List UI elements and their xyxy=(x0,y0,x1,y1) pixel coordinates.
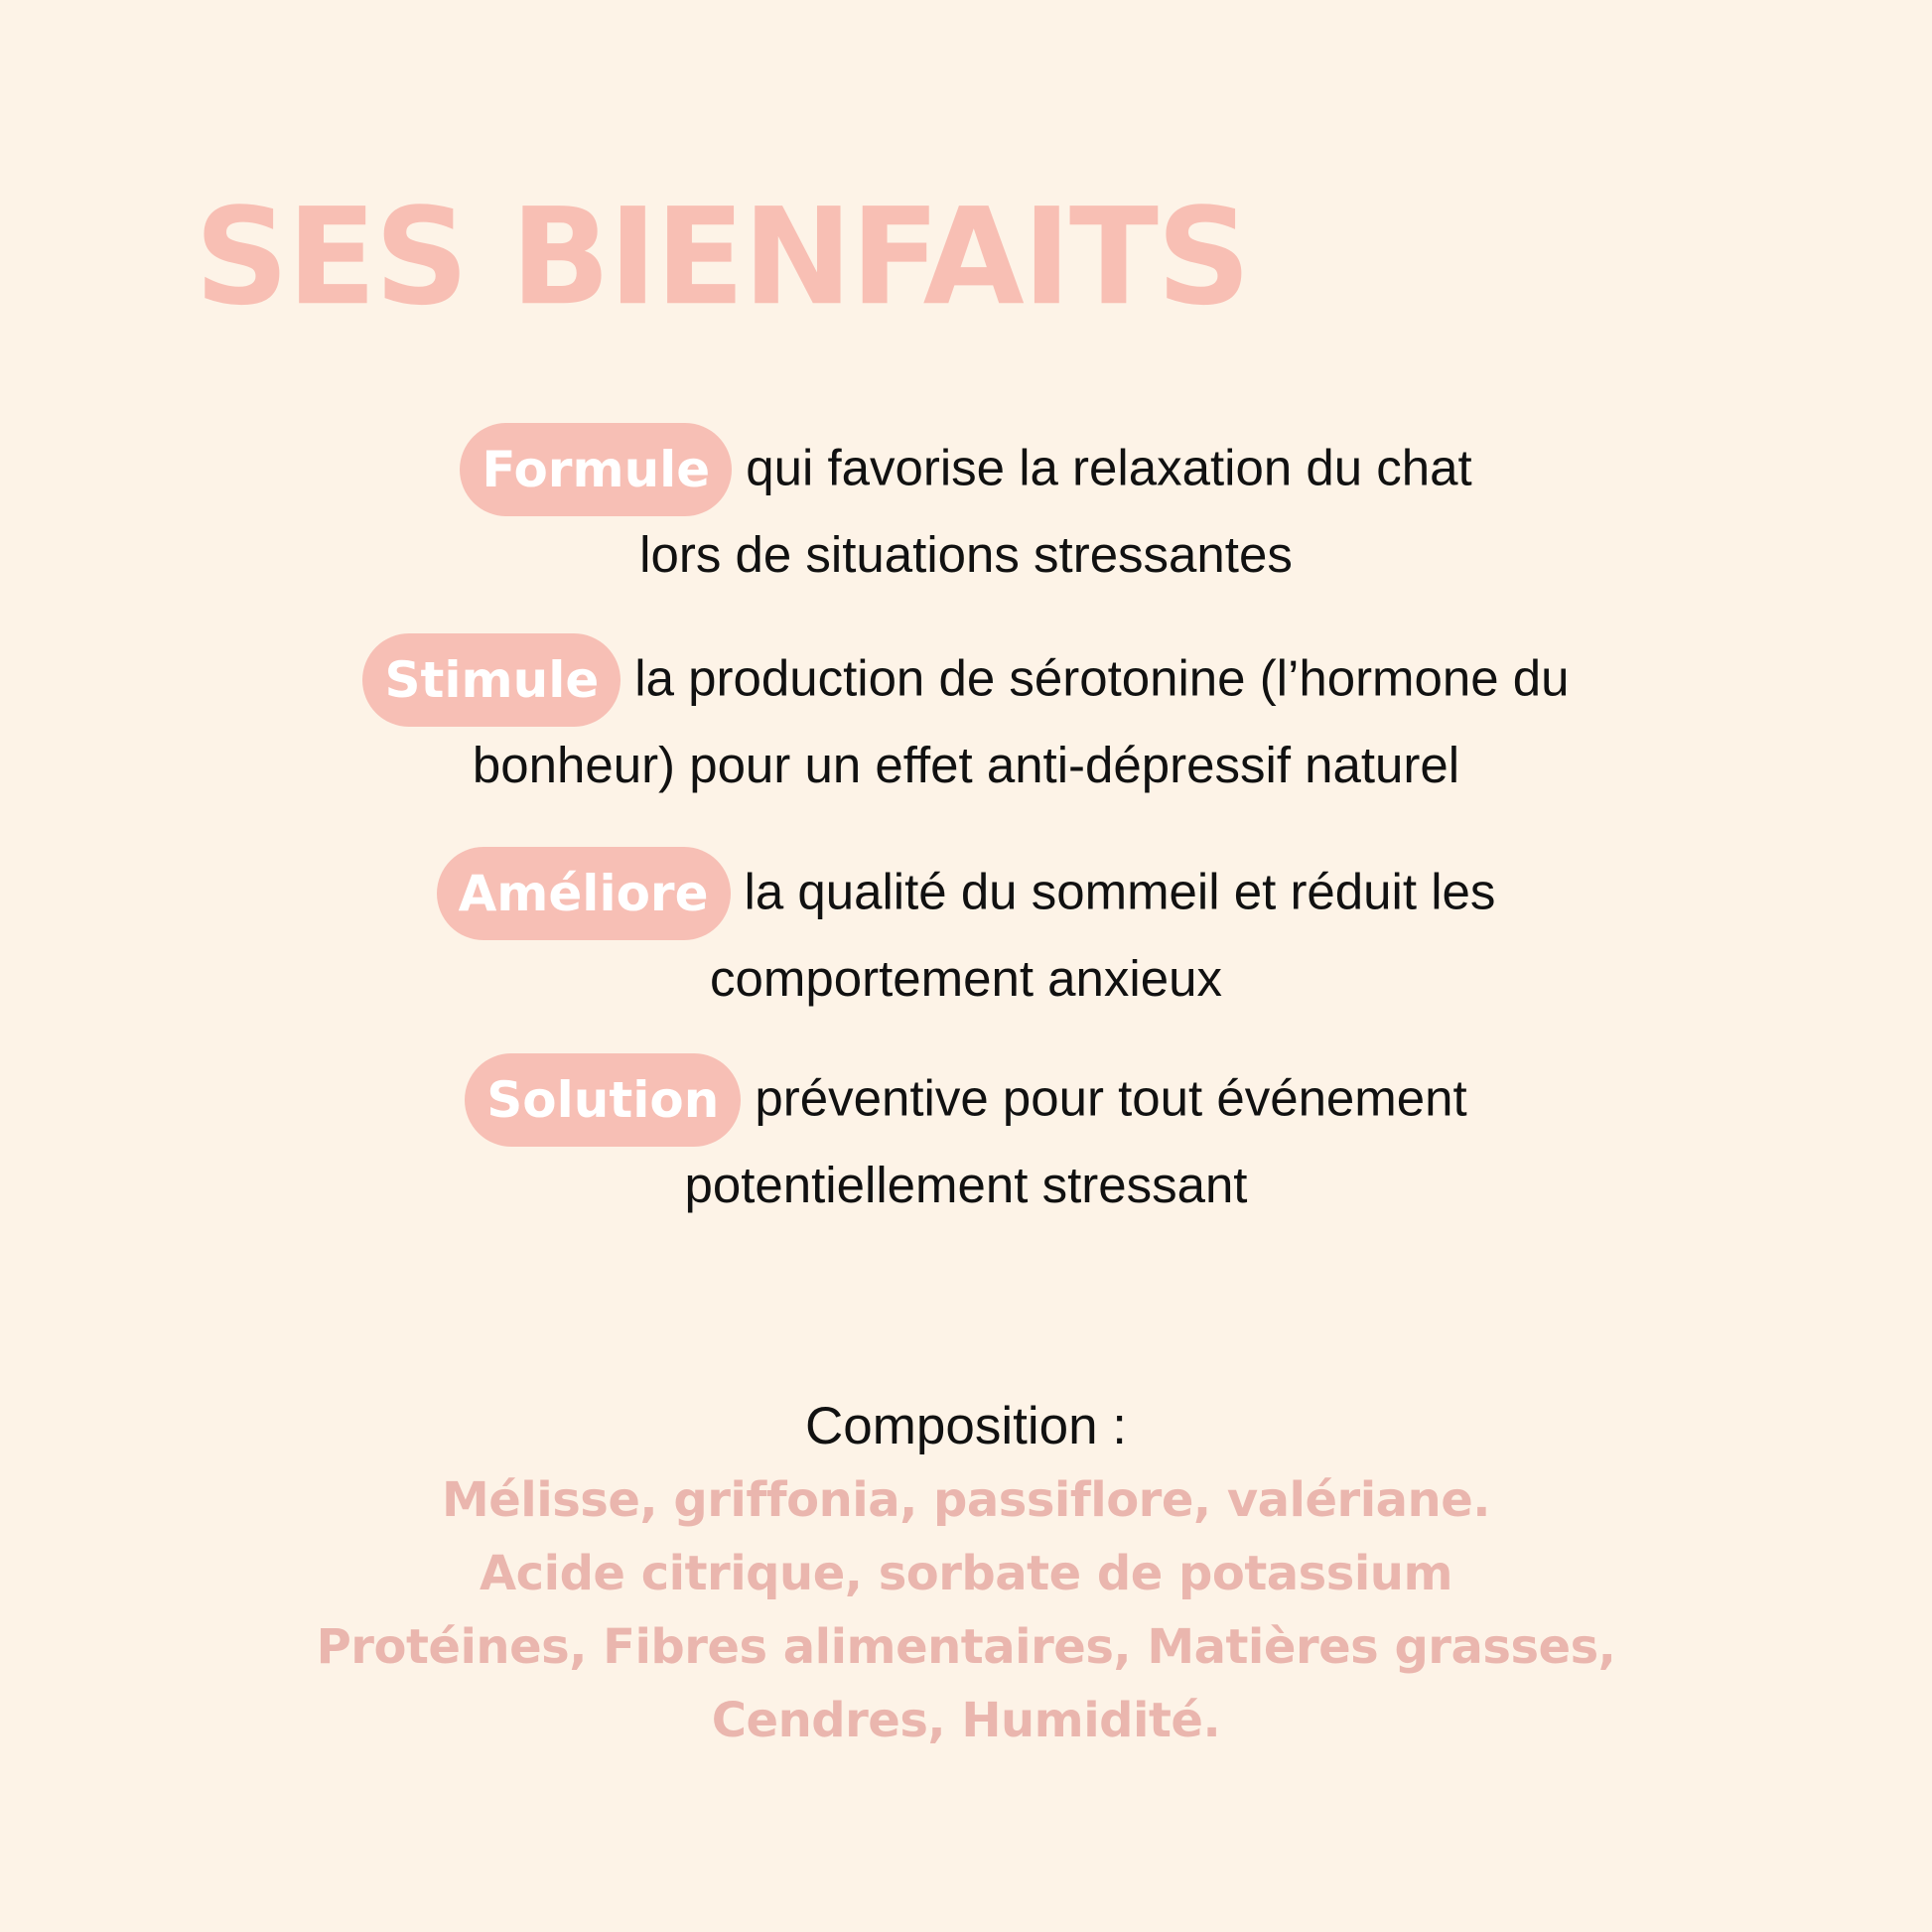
benefit-text: la production de sérotonine (l’hormone du xyxy=(634,649,1570,707)
benefit-line-2: potentiellement stressant xyxy=(684,1157,1248,1213)
benefit-line-1 xyxy=(0,849,1932,942)
benefit-item xyxy=(0,635,1932,802)
benefit-line-2: lors de situations stressantes xyxy=(639,526,1293,583)
keyword-pill: Stimule xyxy=(362,633,621,727)
composition-line: Acide citrique, sorbate de potassium xyxy=(480,1546,1452,1601)
benefit-item xyxy=(0,849,1932,1016)
composition-label: Composition : xyxy=(804,1397,1128,1455)
benefit-item xyxy=(0,1055,1932,1222)
keyword-pill: Améliore xyxy=(437,847,731,940)
benefit-line-2: bonheur) pour un effet anti-dépressif naturel xyxy=(472,737,1460,793)
composition-line: Mélisse, griffonia, passiflore, valériane. xyxy=(441,1472,1491,1528)
benefit-item xyxy=(0,425,1932,592)
composition-section xyxy=(0,1390,1932,1757)
composition-line: Protéines, Fibres alimentaires, Matières grasses, xyxy=(316,1619,1616,1675)
page-title: SES BIENFAITS xyxy=(195,179,1250,336)
benefit-line-1 xyxy=(0,635,1932,729)
benefit-line-2: comportement anxieux xyxy=(710,950,1222,1007)
keyword-pill: Solution xyxy=(465,1053,741,1147)
benefit-text: qui favorise la relaxation du chat xyxy=(746,439,1472,496)
benefit-text: préventive pour tout événement xyxy=(755,1069,1467,1127)
keyword-pill: Formule xyxy=(460,423,732,516)
composition-line: Cendres, Humidité. xyxy=(711,1693,1221,1748)
benefit-text: la qualité du sommeil et réduit les xyxy=(744,863,1496,920)
benefit-line-1 xyxy=(0,425,1932,518)
benefit-line-1 xyxy=(0,1055,1932,1149)
